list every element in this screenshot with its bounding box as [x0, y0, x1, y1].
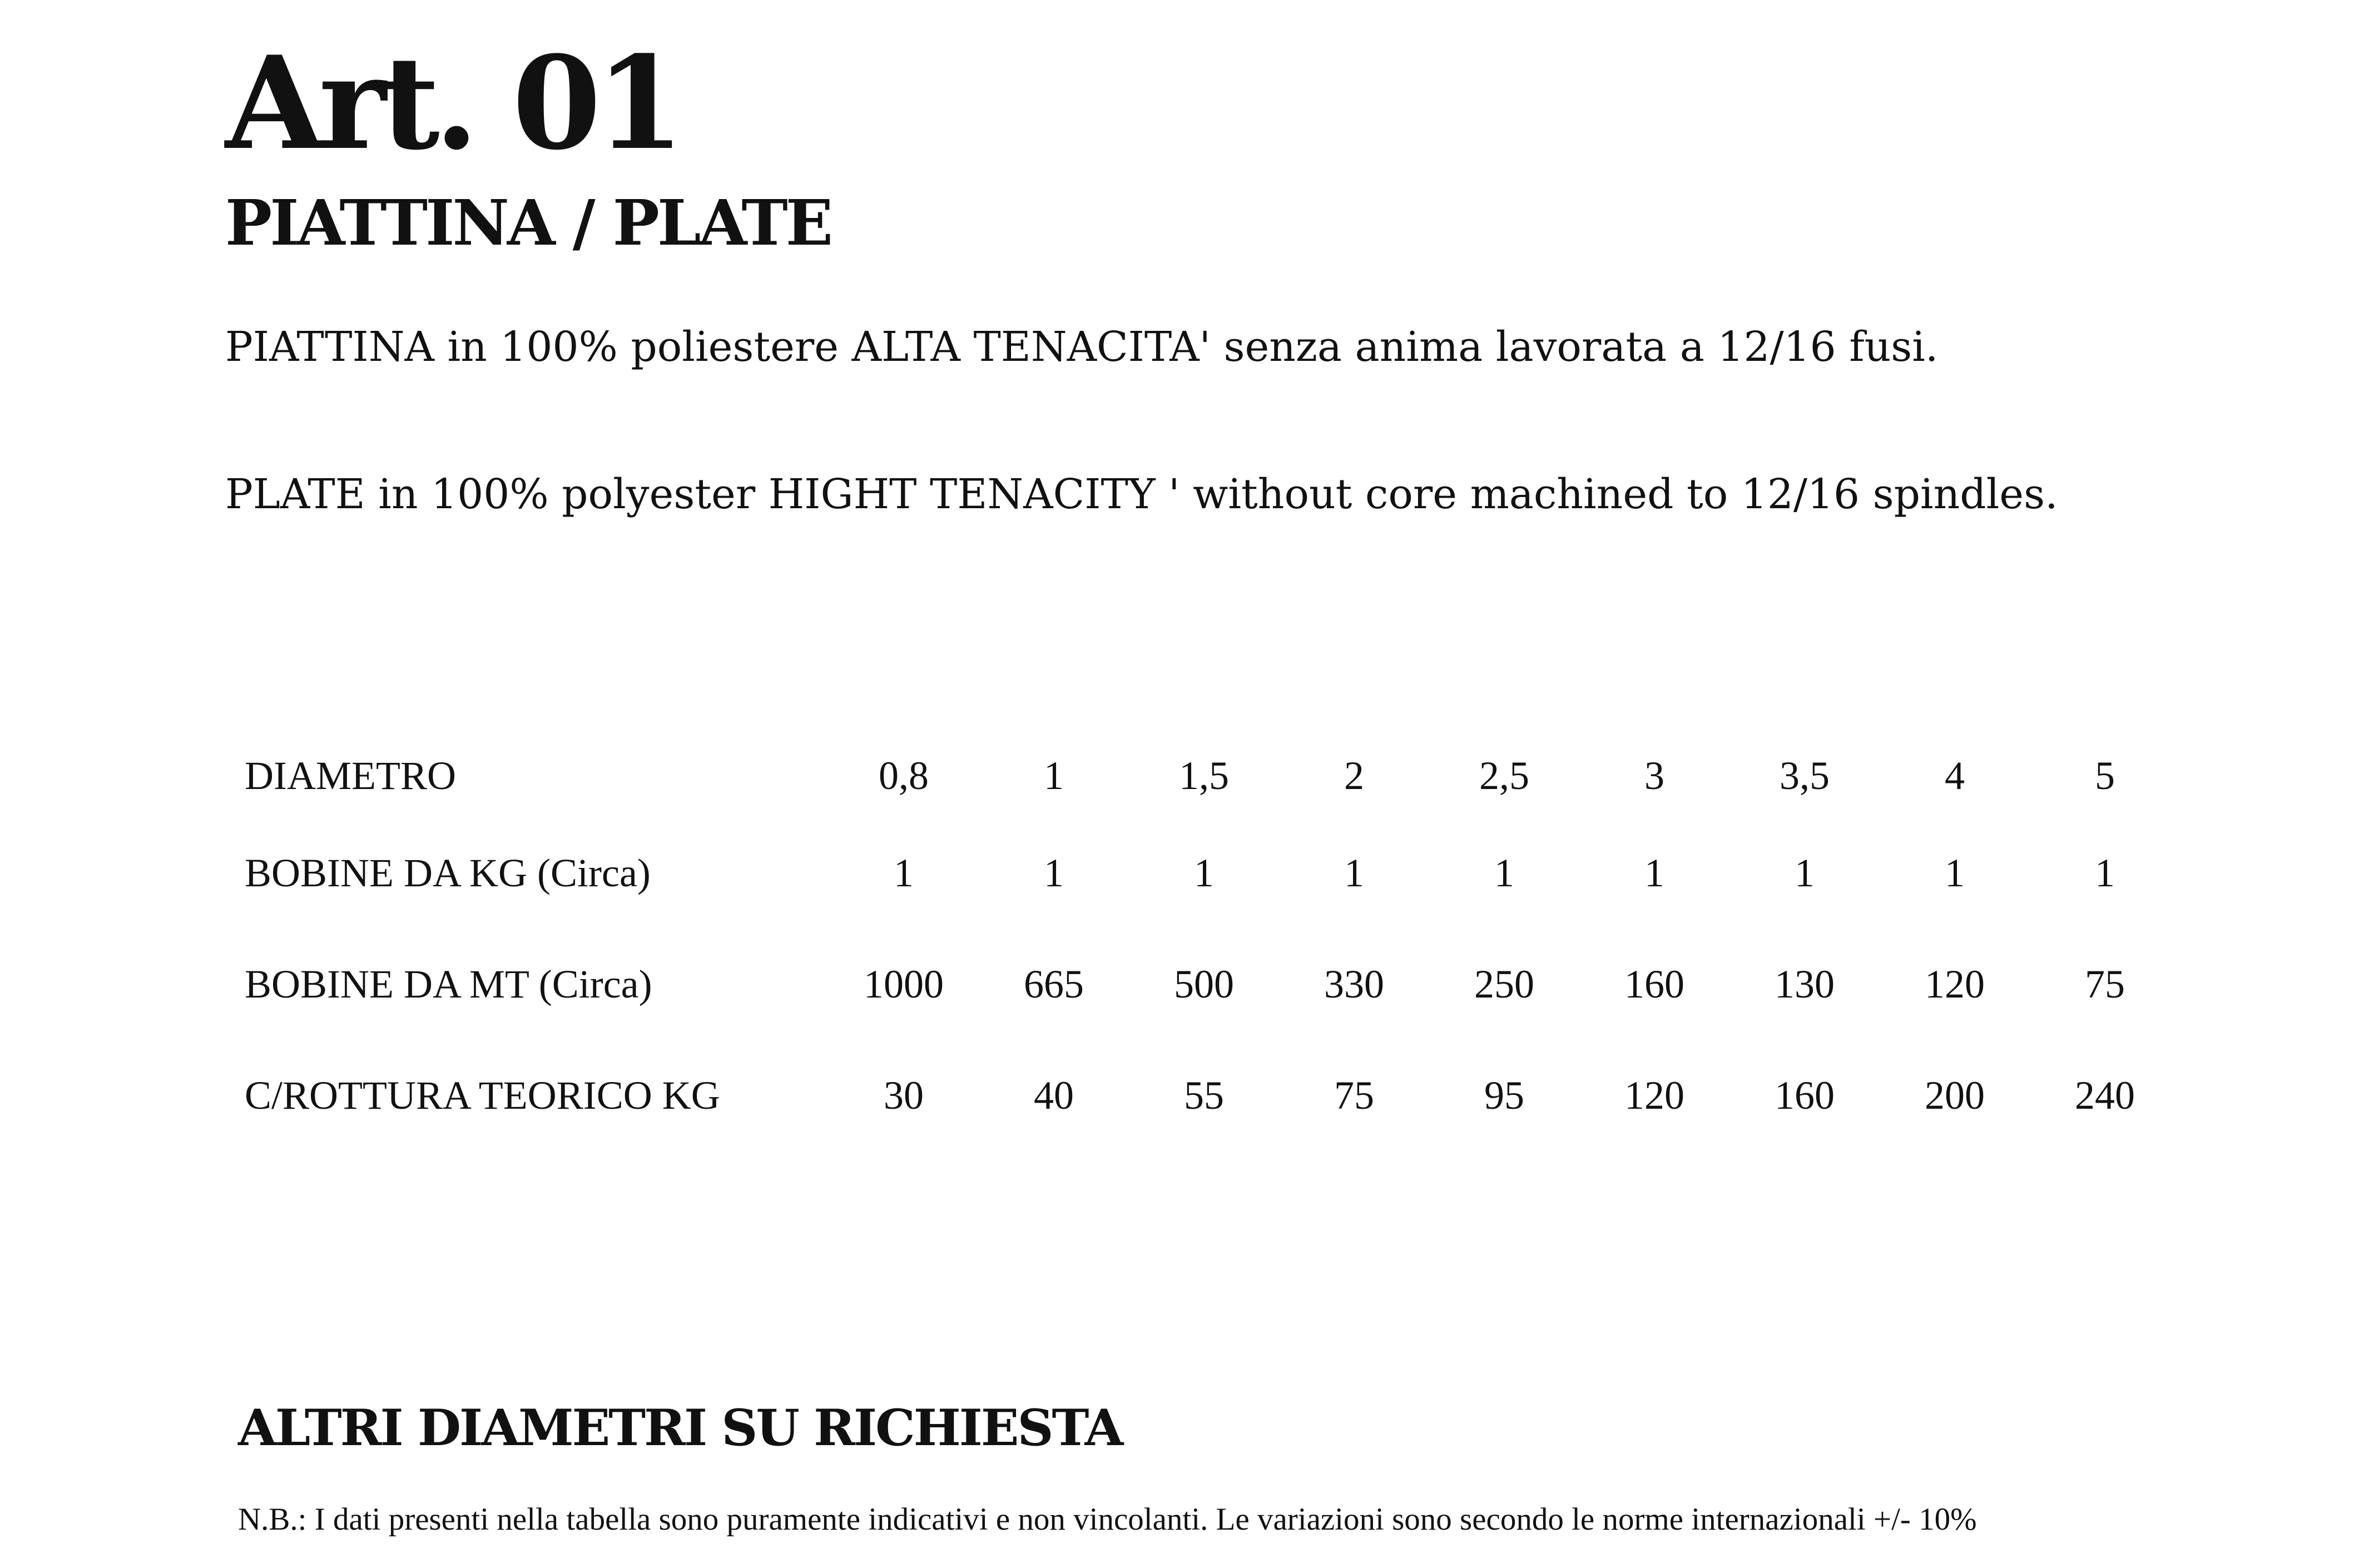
table-cell: 130 [1775, 961, 1835, 1006]
table-cell: 75 [2085, 961, 2125, 1006]
table-row [234, 1040, 2180, 1151]
table-cell: 95 [1484, 1073, 1524, 1118]
table-cell: 1 [1644, 850, 1664, 895]
table-row [234, 817, 2180, 929]
row-label: BOBINE DA MT (Circa) [245, 961, 652, 1006]
table-cell: 250 [1474, 961, 1534, 1006]
table-cell: 1 [1044, 850, 1064, 895]
spec-table [234, 734, 2180, 1151]
table-cell: 160 [1775, 1073, 1835, 1118]
table-cell: 330 [1324, 961, 1384, 1006]
row-label: BOBINE DA KG (Circa) [245, 850, 651, 895]
table-cell: 1 [1945, 850, 1965, 895]
table-cell: 1 [1494, 850, 1514, 895]
table-cell: 160 [1624, 961, 1684, 1006]
article-title: Art. 01 [225, 28, 680, 178]
table-cell: 500 [1174, 961, 1234, 1006]
table-cell: 665 [1024, 961, 1084, 1006]
table-cell: 240 [2075, 1073, 2135, 1118]
table-cell: 120 [1624, 1073, 1684, 1118]
table-cell: 1,5 [1179, 753, 1229, 798]
table-cell: 0,8 [879, 753, 929, 798]
footnote: N.B.: I dati presenti nella tabella sono puramente indicativi e non vincolanti. Le variazioni sono secondo le norme internazionali +/- 10% [238, 1502, 1977, 1537]
description-english: PLATE in 100% polyester HIGHT TENACITY ' without core machined to 12/16 spindles. [225, 470, 2058, 518]
table-cell: 1 [1795, 850, 1815, 895]
table-cell: 200 [1925, 1073, 1985, 1118]
row-label: C/ROTTURA TEORICO KG [245, 1073, 720, 1118]
table-cell: 3,5 [1780, 753, 1830, 798]
table-cell: 1 [1194, 850, 1214, 895]
table-cell: 4 [1945, 753, 1965, 798]
table-cell: 30 [884, 1073, 924, 1118]
table-cell: 40 [1034, 1073, 1074, 1118]
table-cell: 1000 [864, 961, 944, 1006]
table-row [234, 734, 2180, 817]
table-cell: 3 [1644, 753, 1664, 798]
table-cell: 2 [1344, 753, 1364, 798]
other-diameters-note: ALTRI DIAMETRI SU RICHIESTA [238, 1398, 1122, 1457]
description-italian: PIATTINA in 100% poliestere ALTA TENACITA' senza anima lavorata a 12/16 fusi. [225, 323, 1939, 371]
table-cell: 120 [1925, 961, 1985, 1006]
row-label: DIAMETRO [245, 753, 456, 798]
table-cell: 55 [1184, 1073, 1224, 1118]
table-cell: 1 [894, 850, 914, 895]
product-subtitle: PIATTINA / PLATE [225, 187, 831, 260]
spec-table-body [234, 734, 2180, 1151]
table-cell: 75 [1334, 1073, 1374, 1118]
table-cell: 2,5 [1479, 753, 1529, 798]
table-cell: 1 [1044, 753, 1064, 798]
table-cell: 1 [2095, 850, 2115, 895]
table-row [234, 929, 2180, 1040]
table-cell: 1 [1344, 850, 1364, 895]
table-cell: 5 [2095, 753, 2115, 798]
